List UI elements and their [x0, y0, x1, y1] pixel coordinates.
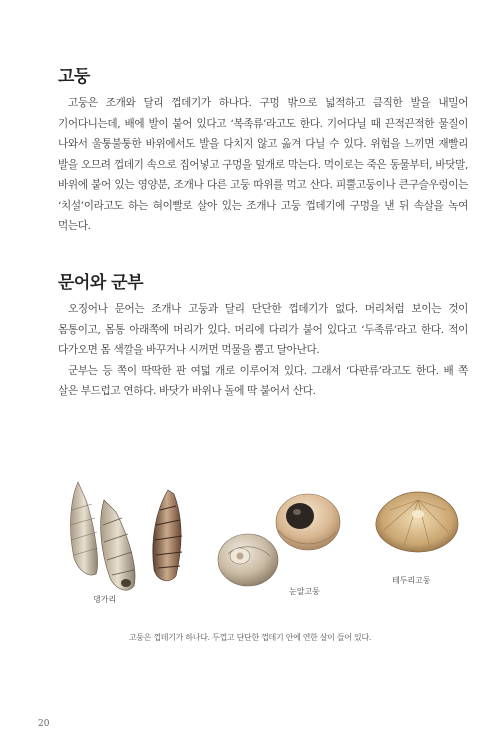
shell1-left-spire: [70, 482, 98, 575]
section-title-octopus-chiton: 문어와 군부: [58, 273, 144, 293]
shell-drawings: [0, 470, 500, 630]
label-shell3: 테두리고둥: [392, 576, 431, 585]
shell-illustration: [0, 470, 500, 630]
section-godung: [58, 62, 468, 237]
paragraph-godung: 고둥은 조개와 달리 껍데기가 하나다. 구멍 밖으로 넓적하고 큼직한 발을 내밀어 기어다니는데, 배에 발이 붙어 있다고 ‘복족류’라고도 한다. 기어다닐 때 끈적끈적한 물질이 나와서 울퉁불퉁한 바위에서도 발을 다치지 않고 옮겨 다닐 수 있다. 위험을 느끼면 재빨리 발을 오므려 껍데기 속으로 집어넣고 구멍을 덮개로 막는다. 먹이로는 죽은 동물부터, 바닷말, 바위에 붙어 있는 영양분, 조개나 다른 고둥 따위를 먹고 산다. 피뿔고둥이나 큰구슬우렁이는 ‘치설’이라고도 하는 혀이빨로 살아 있는 조개나 고둥 껍데기에 구멍을 낸 뒤 속살을 녹여 먹는다.: [58, 97, 468, 232]
shell2-left-globe: [218, 534, 278, 586]
page-number: 20: [38, 719, 50, 729]
paragraph-chiton: 군부는 등 쪽이 딱딱한 판 여덟 개로 이루어져 있다. 그래서 ‘다판류’라고도 한다. 배 쪽 살은 부드럽고 연하다. 바닷가 바위나 돌에 딱 붙어서 산다.: [58, 364, 468, 397]
illustration-caption: 고둥은 껍데기가 하나다. 두껍고 단단한 껍데기 안에 연한 살이 들어 있다.: [128, 633, 372, 642]
label-shell1: 댕가리: [93, 595, 117, 604]
shell2-right-globe: [276, 494, 340, 550]
section-octopus-chiton: [58, 268, 468, 402]
shell1-right-spire: [153, 490, 182, 581]
paragraph-octopus: 오징어나 문어는 조개나 고둥과 달리 단단한 껍데기가 없다. 머리처럼 보이는 것이 몸통이고, 몸통 아래쪽에 머리가 있다. 머리에 다리가 붙어 있다고 ‘두족류’라고 한다. 적이 다가오면 몸 색깔을 바꾸거나 시꺼먼 먹물을 뿜고 달아난다.: [58, 303, 468, 356]
shell1-middle-spire: [101, 500, 135, 590]
section-title-godung: 고둥: [58, 67, 90, 87]
shell3-limpet: [376, 492, 458, 552]
label-shell2: 눈알고둥: [289, 587, 320, 596]
